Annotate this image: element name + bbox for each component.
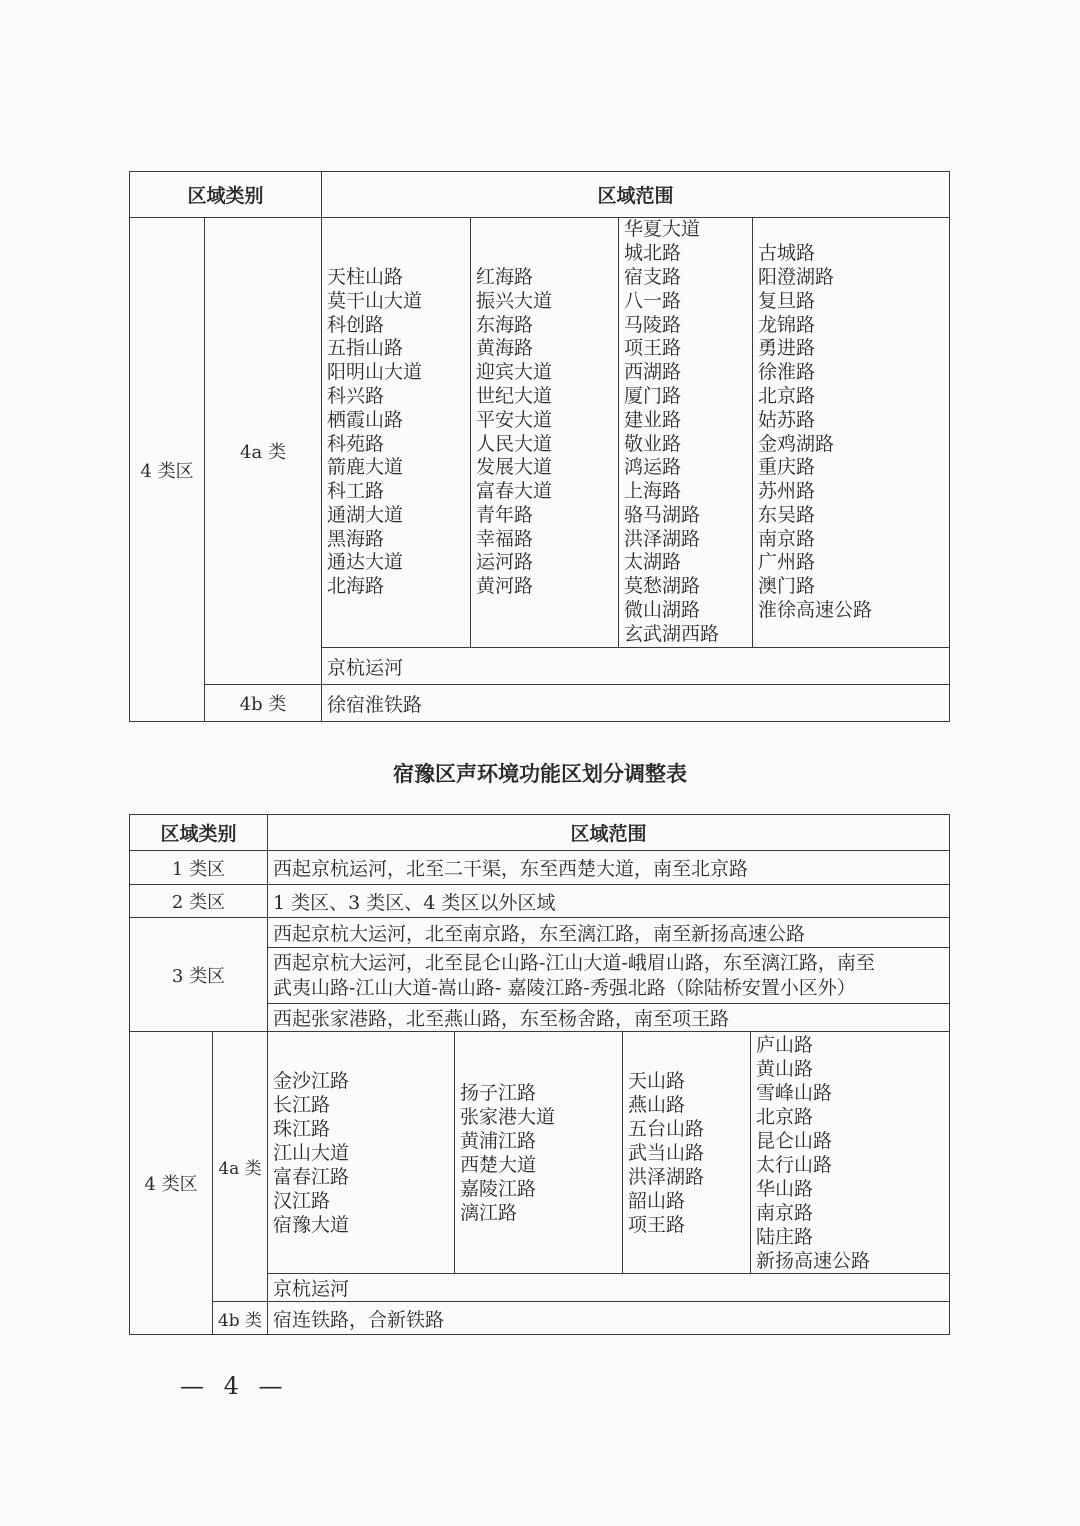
list-item: 复旦路 <box>758 289 816 312</box>
page-number: — 4 — <box>180 1372 289 1400</box>
list-item: 姑苏路 <box>758 408 816 431</box>
list-item: 科创路 <box>327 313 385 336</box>
list-item: 澳门路 <box>758 575 816 598</box>
subzone-4a-label: 4a 类 <box>205 218 322 685</box>
list-item: 运河路 <box>476 551 534 574</box>
list-item: 庐山路 <box>756 1033 814 1056</box>
list-item: 华山路 <box>756 1177 814 1200</box>
list-item: 昆仑山路 <box>756 1129 833 1152</box>
list-item: 黄山路 <box>756 1057 814 1080</box>
list-item: 金鸡湖路 <box>758 432 835 455</box>
list-item: 淮徐高速公路 <box>758 599 873 622</box>
list-item: 东吴路 <box>758 503 816 526</box>
list-item: 西湖路 <box>624 361 682 384</box>
list-item: 科兴路 <box>327 384 385 407</box>
list-item: 广州路 <box>758 551 816 574</box>
zone-3-label: 3 类区 <box>130 918 268 1032</box>
list-item: 重庆路 <box>758 456 816 479</box>
list-item: 天山路 <box>628 1069 686 1092</box>
list-item: 建业路 <box>624 408 682 431</box>
list-item: 天柱山路 <box>327 265 404 288</box>
list-item: 武当山路 <box>628 1141 705 1164</box>
railway-row: 宿连铁路，合新铁路 <box>268 1302 950 1335</box>
zone-3-range-2 <box>268 948 950 1004</box>
list-item: 莫愁湖路 <box>624 575 701 598</box>
list-item: 人民大道 <box>476 432 553 455</box>
list-item: 长江路 <box>273 1093 331 1116</box>
zone-1-range: 西起京杭运河，北至二干渠，东至西楚大道，南至北京路 <box>268 851 950 885</box>
list-item: 黑海路 <box>327 527 385 550</box>
list-item: 五指山路 <box>327 337 404 360</box>
list-item: 汉江路 <box>273 1189 331 1212</box>
zone-3-range-2-line2: 武夷山路-江山大道-嵩山路- 嘉陵江路-秀强北路（除陆桥安置小区外） <box>273 976 856 999</box>
header-category: 区域类别 <box>130 815 268 851</box>
list-item: 发展大道 <box>476 456 553 479</box>
list-item: 阳澄湖路 <box>758 265 835 288</box>
list-item: 八一路 <box>624 289 682 312</box>
list-item: 上海路 <box>624 480 682 503</box>
list-item: 莫干山大道 <box>327 289 423 312</box>
road-list-col3 <box>619 218 753 648</box>
list-item: 振兴大道 <box>476 289 553 312</box>
list-item: 通达大道 <box>327 551 404 574</box>
list-item: 宿支路 <box>624 265 682 288</box>
road-list-col3 <box>623 1032 751 1274</box>
list-item: 栖霞山路 <box>327 408 404 431</box>
list-item: 北京路 <box>756 1105 814 1128</box>
list-item: 太湖路 <box>624 551 682 574</box>
list-item: 通湖大道 <box>327 503 404 526</box>
list-item: 太行山路 <box>756 1153 833 1176</box>
road-list-col2 <box>471 218 619 648</box>
list-item: 马陵路 <box>624 313 682 336</box>
list-item: 迎宾大道 <box>476 361 553 384</box>
list-item: 漓江路 <box>460 1201 518 1224</box>
canal-row: 京杭运河 <box>322 648 950 685</box>
list-item: 黄浦江路 <box>460 1129 537 1152</box>
zone-2-label: 2 类区 <box>130 885 268 918</box>
list-item: 南京路 <box>756 1201 814 1224</box>
zone-table-1 <box>129 171 950 722</box>
list-item: 富春大道 <box>476 480 553 503</box>
list-item: 项王路 <box>624 337 682 360</box>
list-item: 微山湖路 <box>624 599 701 622</box>
zone-4-label: 4 类区 <box>130 1032 213 1335</box>
list-item: 平安大道 <box>476 408 553 431</box>
list-item: 幸福路 <box>476 527 534 550</box>
list-item: 韶山路 <box>628 1189 686 1212</box>
list-item: 苏州路 <box>758 480 816 503</box>
zone-2-range: 1 类区、3 类区、4 类区以外区域 <box>268 885 950 918</box>
list-item: 洪泽湖路 <box>624 527 701 550</box>
list-item: 金沙江路 <box>273 1069 350 1092</box>
zone-3-range-2-line1: 西起京杭大运河，北至昆仑山路-江山大道-峨眉山路，东至漓江路，南至 <box>273 951 875 974</box>
subzone-4b-label: 4b 类 <box>205 685 322 722</box>
list-item: 勇进路 <box>758 337 816 360</box>
header-range: 区域范围 <box>322 172 950 218</box>
list-item: 北海路 <box>327 575 385 598</box>
list-item: 鸿运路 <box>624 456 682 479</box>
list-item: 华夏大道 <box>624 218 701 241</box>
road-list-col4 <box>751 1032 950 1274</box>
list-item: 科工路 <box>327 480 385 503</box>
list-item: 项王路 <box>628 1213 686 1236</box>
list-item: 东海路 <box>476 313 534 336</box>
list-item: 敬业路 <box>624 432 682 455</box>
subzone-4a-label: 4a 类 <box>213 1032 268 1302</box>
list-item: 徐淮路 <box>758 361 816 384</box>
road-list-col2 <box>455 1032 623 1274</box>
zone-table-2 <box>129 814 950 1335</box>
list-item: 黄河路 <box>476 575 534 598</box>
zone-1-label: 1 类区 <box>130 851 268 885</box>
railway-row: 徐宿淮铁路 <box>322 685 950 722</box>
list-item: 世纪大道 <box>476 384 553 407</box>
list-item: 燕山路 <box>628 1093 686 1116</box>
list-item: 骆马湖路 <box>624 503 701 526</box>
subzone-4b-label: 4b 类 <box>213 1302 268 1335</box>
list-item: 五台山路 <box>628 1117 705 1140</box>
list-item: 科苑路 <box>327 432 385 455</box>
list-item: 张家港大道 <box>460 1105 556 1128</box>
zone-3-range-3: 西起张家港路，北至燕山路，东至杨舍路，南至项王路 <box>268 1004 950 1032</box>
list-item: 富春江路 <box>273 1165 350 1188</box>
header-range: 区域范围 <box>268 815 950 851</box>
list-item: 洪泽湖路 <box>628 1165 705 1188</box>
list-item: 黄海路 <box>476 337 534 360</box>
list-item: 箭鹿大道 <box>327 456 404 479</box>
list-item: 厦门路 <box>624 384 682 407</box>
list-item: 新扬高速公路 <box>756 1249 871 1272</box>
list-item: 珠江路 <box>273 1117 331 1140</box>
zone-4-label: 4 类区 <box>130 218 205 722</box>
list-item: 青年路 <box>476 503 534 526</box>
list-item: 西楚大道 <box>460 1153 537 1176</box>
canal-row: 京杭运河 <box>268 1274 950 1302</box>
list-item: 嘉陵江路 <box>460 1177 537 1200</box>
list-item: 阳明山大道 <box>327 361 423 384</box>
list-item: 宿豫大道 <box>273 1213 350 1236</box>
list-item: 扬子江路 <box>460 1081 537 1104</box>
road-list-col1 <box>322 218 471 648</box>
zone-3-range-1: 西起京杭大运河，北至南京路，东至漓江路，南至新扬高速公路 <box>268 918 950 948</box>
road-list-col4 <box>753 218 950 648</box>
road-list-col1 <box>268 1032 455 1274</box>
list-item: 龙锦路 <box>758 313 816 336</box>
header-category: 区域类别 <box>130 172 322 218</box>
list-item: 陆庄路 <box>756 1225 814 1248</box>
list-item: 江山大道 <box>273 1141 350 1164</box>
list-item: 红海路 <box>476 265 534 288</box>
list-item: 城北路 <box>624 242 682 265</box>
table-2-title: 宿豫区声环境功能区划分调整表 <box>393 762 687 786</box>
list-item: 南京路 <box>758 527 816 550</box>
list-item: 古城路 <box>758 242 816 265</box>
list-item: 玄武湖西路 <box>624 622 720 645</box>
list-item: 雪峰山路 <box>756 1081 833 1104</box>
list-item: 北京路 <box>758 384 816 407</box>
